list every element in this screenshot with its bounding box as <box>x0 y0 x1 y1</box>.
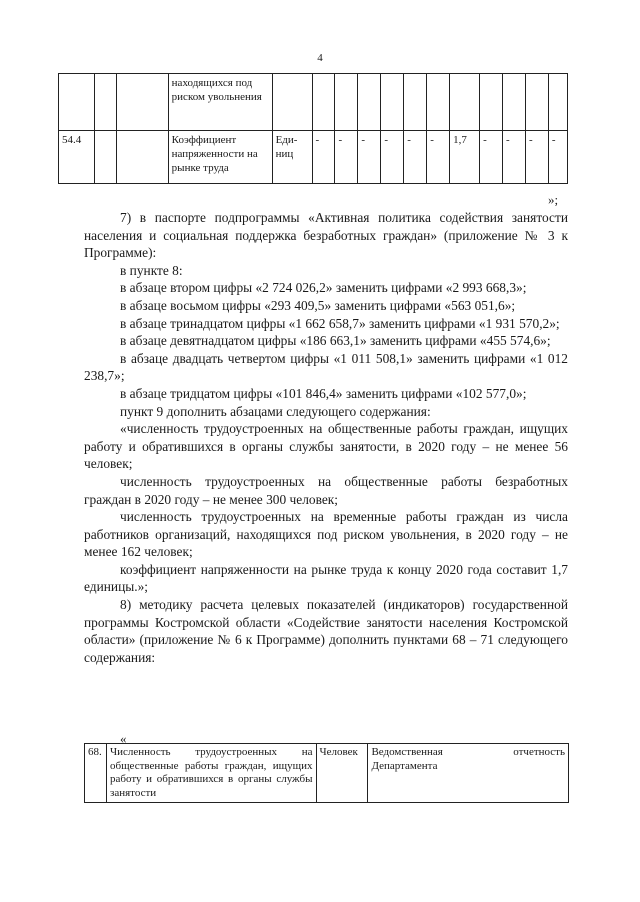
paragraph: в абзаце девятнадцатом цифры «186 663,1» заменить цифрами «455 574,6»; <box>120 333 551 349</box>
indicators-table-continued <box>58 73 568 184</box>
row-number-cell: 68. <box>85 744 107 803</box>
paragraph: в абзаце восьмом цифры «293 409,5» заменить цифрами «563 051,6»; <box>120 297 516 313</box>
data-source-cell: Ведомственная отчетность Департамента <box>368 744 569 803</box>
table-row <box>59 74 568 131</box>
unit-cell: Человек <box>316 744 368 803</box>
value-cell: - <box>503 131 526 184</box>
indicator-name-cell: Коэффициент напряженности на рынке труда <box>168 131 272 184</box>
indicator-name-cell: Численность трудоустроенных на общественные работы граждан, ищущих работу и обратившихся в органы службы занятости <box>106 744 316 803</box>
page-number: 4 <box>317 52 323 64</box>
paragraph: численность трудоустроенных на временные работы граждан из числа работников организаций, находящихся под риском увольнения, в 2020 году – не менее 162 человек; <box>84 509 568 560</box>
methodology-table <box>84 743 569 803</box>
row-number-cell: 54.4 <box>59 131 95 184</box>
paragraph: в абзаце тридцатом цифры «101 846,4» заменить цифрами «102 577,0»; <box>120 385 527 401</box>
table-row <box>59 131 568 184</box>
value-cell: - <box>358 131 381 184</box>
paragraph: 7) в паспорте подпрограммы «Активная политика содействия занятости населения и социальная поддержка безработных граждан» (приложение № 3 к Программе): <box>84 210 568 261</box>
paragraph: в пункте 8: <box>120 262 183 278</box>
paragraph: 8) методику расчета целевых показателей (индикаторов) государственной программы Костромской области «Содействие занятости населения Костромской области» (приложение № 6 к Программе) дополнить пунктами 68 – 71 следующего содержания: <box>84 597 568 665</box>
paragraph: «численность трудоустроенных на общественные работы граждан, ищущих работу и обратившихся в органы службы занятости, в 2020 году – не менее 56 человек; <box>84 421 568 472</box>
paragraph: пункт 9 дополнить абзацами следующего содержания: <box>120 403 431 419</box>
opening-quote: « <box>120 731 127 746</box>
paragraph: в абзаце втором цифры «2 724 026,2» заменить цифрами «2 993 668,3»; <box>120 280 527 296</box>
closing-quote: »; <box>548 192 559 207</box>
indicator-name-cell: находящихся под риском увольнения <box>168 74 272 131</box>
value-cell: - <box>548 131 567 184</box>
paragraph: в абзаце тринадцатом цифры «1 662 658,7» заменить цифрами «1 931 570,2»; <box>120 315 560 331</box>
value-cell: - <box>427 131 450 184</box>
table-row <box>85 744 569 803</box>
value-cell: - <box>335 131 358 184</box>
value-cell: - <box>525 131 548 184</box>
unit-cell: Еди-ниц <box>272 131 312 184</box>
value-cell: - <box>480 131 503 184</box>
paragraph: в абзаце двадцать четвертом цифры «1 011 508,1» заменить цифрами «1 012 238,7»; <box>84 350 568 384</box>
paragraph: численность трудоустроенных на общественные работы безработных граждан в 2020 году – не менее 300 человек; <box>84 473 568 507</box>
paragraph: коэффициент напряженности на рынке труда к концу 2020 года составит 1,7 единицы.»; <box>84 561 568 595</box>
value-cell: - <box>312 131 335 184</box>
value-cell: - <box>381 131 404 184</box>
value-cell: - <box>404 131 427 184</box>
amendment-text <box>84 209 568 666</box>
value-cell: 1,7 <box>450 131 480 184</box>
